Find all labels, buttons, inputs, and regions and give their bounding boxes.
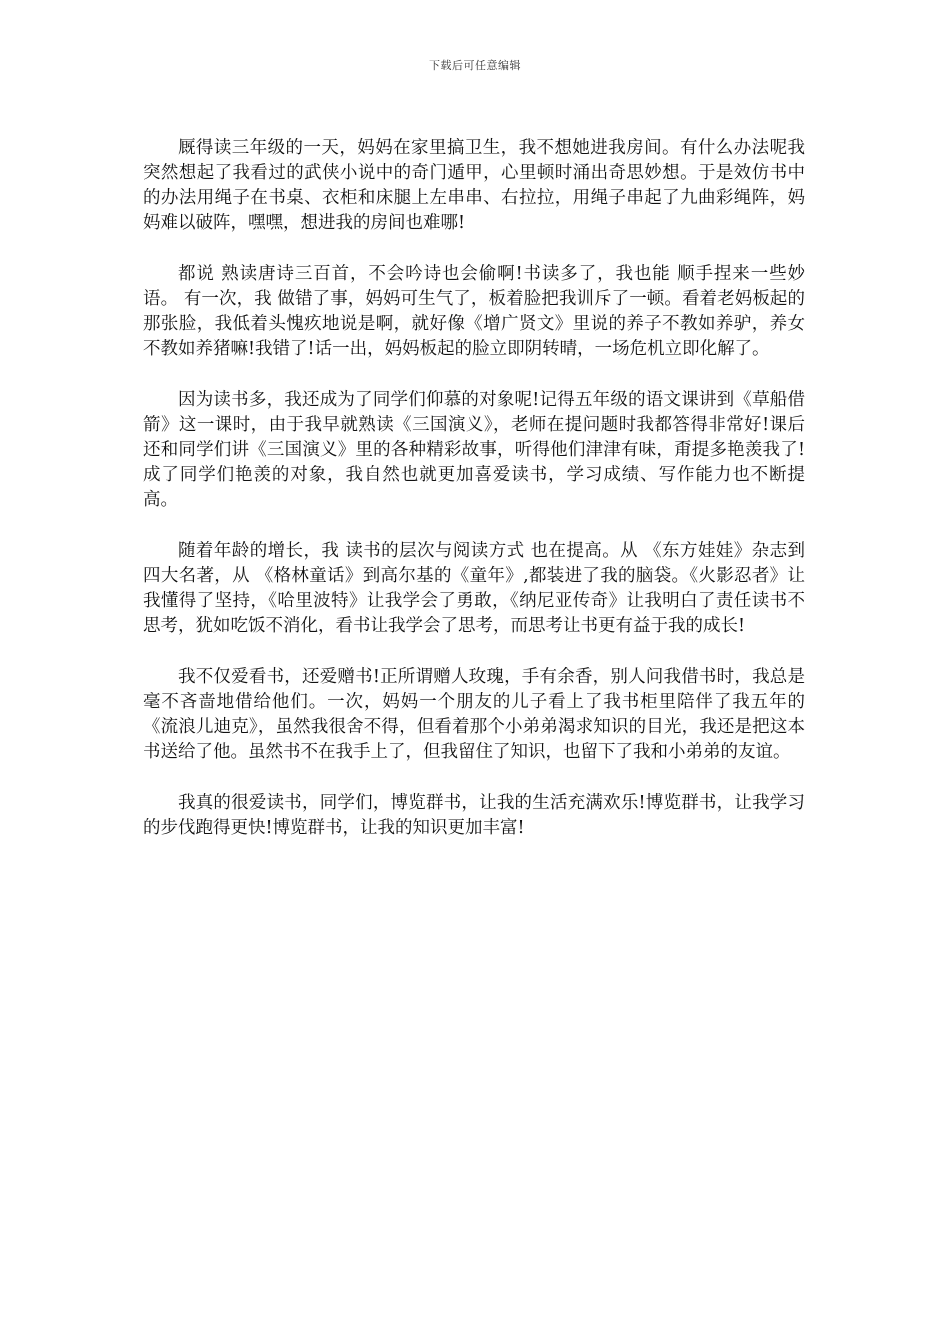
paragraph-4: 随着年龄的增长，我 读书的层次与阅读方式 也在提高。从 《东方娃娃》杂志到四大名著，从 《格林童话》到高尔基的《童年》,都装进了我的脑袋。《火影忍者》让我懂得了坚持，《哈里波特》让我学会了勇敢，《纳尼亚传奇》让我明白了责任读书不思考，犹如吃饭不消化，看书让我学会了思考，而思考让书更有益于我的成长! — [143, 541, 805, 636]
paragraph-5: 我不仅爱看书，还爱赠书!正所谓赠人玫瑰，手有余香，别人问我借书时，我总是毫不吝啬地借给他们。一次，妈妈一个朋友的儿子看上了我书柜里陪伴了我五年的《流浪儿迪克》，虽然我很舍不得，但看着那个小弟弟渴求知识的目光，我还是把这本书送给了他。虽然书不在我手上了，但我留住了知识，也留下了我和小弟弟的友谊。 — [143, 667, 805, 762]
paragraph-2: 都说 熟读唐诗三百首，不会吟诗也会偷啊!书读多了，我也能 顺手捏来一些妙语。 有一次，我 做错了事，妈妈可生气了，板着脸把我训斥了一顿。看着老妈板起的那张脸，我低着头愧疚地说是啊，就好像《增广贤文》里说的养子不教如养驴，养女不教如养猪嘛!我错了!话一出，妈妈板起的脸立即阴转晴，一场危机立即化解了。 — [143, 264, 805, 359]
page-header: 下载后可任意编辑 — [429, 59, 521, 72]
paragraph-3: 因为读书多，我还成为了同学们仰慕的对象呢!记得五年级的语文课讲到《草船借箭》这一课时，由于我早就熟读《三国演义》，老师在提问题时我都答得非常好!课后还和同学们讲《三国演义》里的各种精彩故事，听得他们津津有味，甭提多艳羡我了!成了同学们艳羡的对象，我自然也就更加喜爱读书，学习成绩、写作能力也不断提高。 — [143, 390, 805, 510]
paragraph-6: 我真的很爱读书，同学们，博览群书，让我的生活充满欢乐!博览群书，让我学习的步伐跑得更快!博览群书，让我的知识更加丰富! — [143, 793, 805, 838]
paragraph-1: 厩得读三年级的一天，妈妈在家里搞卫生，我不想她进我房间。有什么办法呢我突然想起了我看过的武侠小说中的奇门遁甲，心里顿时涌出奇思妙想。于是效仿书中的办法用绳子在书桌、衣柜和床腿上左串串、右拉拉，用绳子串起了九曲彩绳阵，妈妈难以破阵，嘿嘿，想进我的房间也难哪! — [143, 138, 805, 233]
document-body — [143, 136, 805, 867]
